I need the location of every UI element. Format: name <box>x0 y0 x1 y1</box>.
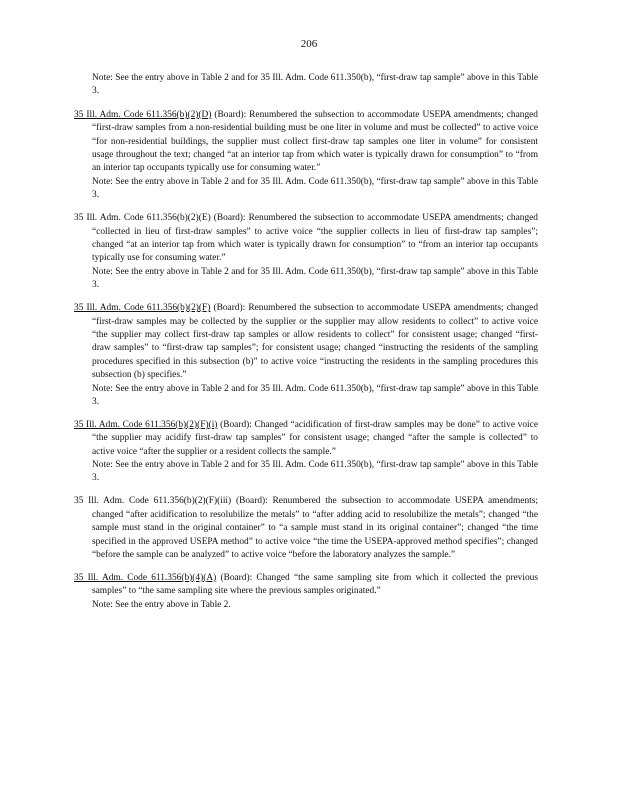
entry-611-356-b-2-d <box>74 109 538 203</box>
entry-citation: 35 Ill. Adm. Code 611.356(b)(2)(F) <box>74 303 211 314</box>
entry-description: (Board): Changed “acidification of first-draw samples may be done” to active voice “the supplier may acidify first-draw tap samples” for consistent usage; changed “after the sample is collected” to active voice “after the supplier or a resident collects the sample.” <box>92 419 538 457</box>
entry-citation: 35 Ill. Adm. Code 611.356(b)(2)(D) <box>74 109 212 120</box>
entry-611-356-b-2-f <box>74 302 538 409</box>
entry-description: (Board): Renumbered the subsection to accommodate USEPA amendments; changed “first-draw samples from a non-residential building must be one liter in volume and must be collected” to active voice “for non-residential buildings, the supplier must collect first-draw tap samples one liter in volume” for consistent usage throughout the text; changed “at an interior tap from which water is typically drawn for consumption” to “from an interior tap occupants typically use for consuming water.” <box>92 109 538 174</box>
entry-text <box>74 302 538 382</box>
page-number: 206 <box>300 38 318 50</box>
entry-text <box>74 212 538 266</box>
entry-611-356-b-2-e <box>74 212 538 292</box>
entry-611-356-b-4-a <box>74 572 538 612</box>
entry-note: Note: See the entry above in Table 2 and for 35 Ill. Adm. Code 611.350(b), “first-draw tap sample” above in this Table 3. <box>92 383 538 407</box>
entry-note: Note: See the entry above in Table 2 and for 35 Ill. Adm. Code 611.350(b), “first-draw tap sample” above in this Table 3. <box>92 176 538 201</box>
lead-note: Note: See the entry above in Table 2 and for 35 Ill. Adm. Code 611.350(b), “first-draw tap sample” above in this Table 3. <box>92 73 538 97</box>
entry-description: 35 Ill. Adm. Code 611.356(b)(2)(E) (Board): Renumbered the subsection to accommodate USEPA amendments; changed “collected in lieu of first-draw samples” to active voice “the supplier collects in lieu of first-draw tap samples”; changed “at an interior tap from which water is typically drawn for consumption” to “from an interior tap occupants typically use for consuming water.” <box>74 213 538 264</box>
entry-text <box>74 495 538 562</box>
entry-note: Note: See the entry above in Table 2. <box>92 599 231 610</box>
entry-description: 35 Ill. Adm. Code 611.356(b)(2)(F)(iii) (Board): Renumbered the subsection to accommodate USEPA amendments; changed “after acidification to resolubilize the metals” to “after adding acid to resolubilize the metals”; changed “the sample must stand in the original container” to “a sample must stand in its original container”; changed “the time specified in the approved USEPA method” to active voice “the time the USEPA-approved method specifies”; changed “before the sample can be analyzed” to active voice “before the laboratory analyzes the sample.” <box>74 496 538 560</box>
entry-611-356-b-2-f-i <box>74 419 538 486</box>
entry-611-356-b-2-f-iii <box>74 495 538 562</box>
entry-text <box>74 572 538 599</box>
entry-citation: 35 Ill. Adm. Code 611.356(b)(4)(A) <box>74 572 217 583</box>
entry-text <box>74 419 538 459</box>
entry-description: (Board): Renumbered the subsection to accommodate USEPA amendments; changed “first-draw samples may be collected by the supplier or the supplier may allow residents to collect” to active voice “the supplier may collect first-draw tap samples or allow residents to collect” for consistent usage; changed “first-draw samples” to “first-draw tap samples”; for consistent usage; changed “instructing the residents of the sampling procedures specified in this subsection (b)” to active voice “instructing the residents in the sampling procedures this subsection (b) specifies.” <box>92 303 539 381</box>
entry-text <box>74 109 538 176</box>
entry-citation: 35 Ill. Adm. Code 611.356(b)(2)(F)(i) <box>74 419 218 430</box>
document-body <box>74 72 538 622</box>
entry-note: Note: See the entry above in Table 2 and for 35 Ill. Adm. Code 611.350(b), “first-draw tap sample” above in this Table 3. <box>92 460 538 484</box>
entry-description: (Board): Changed “the same sampling site from which it collected the previous samples” to “the same sampling site where the previous samples originated.” <box>92 572 538 597</box>
entry-note: Note: See the entry above in Table 2 and for 35 Ill. Adm. Code 611.350(b), “first-draw tap sample” above in this Table 3. <box>92 266 538 291</box>
